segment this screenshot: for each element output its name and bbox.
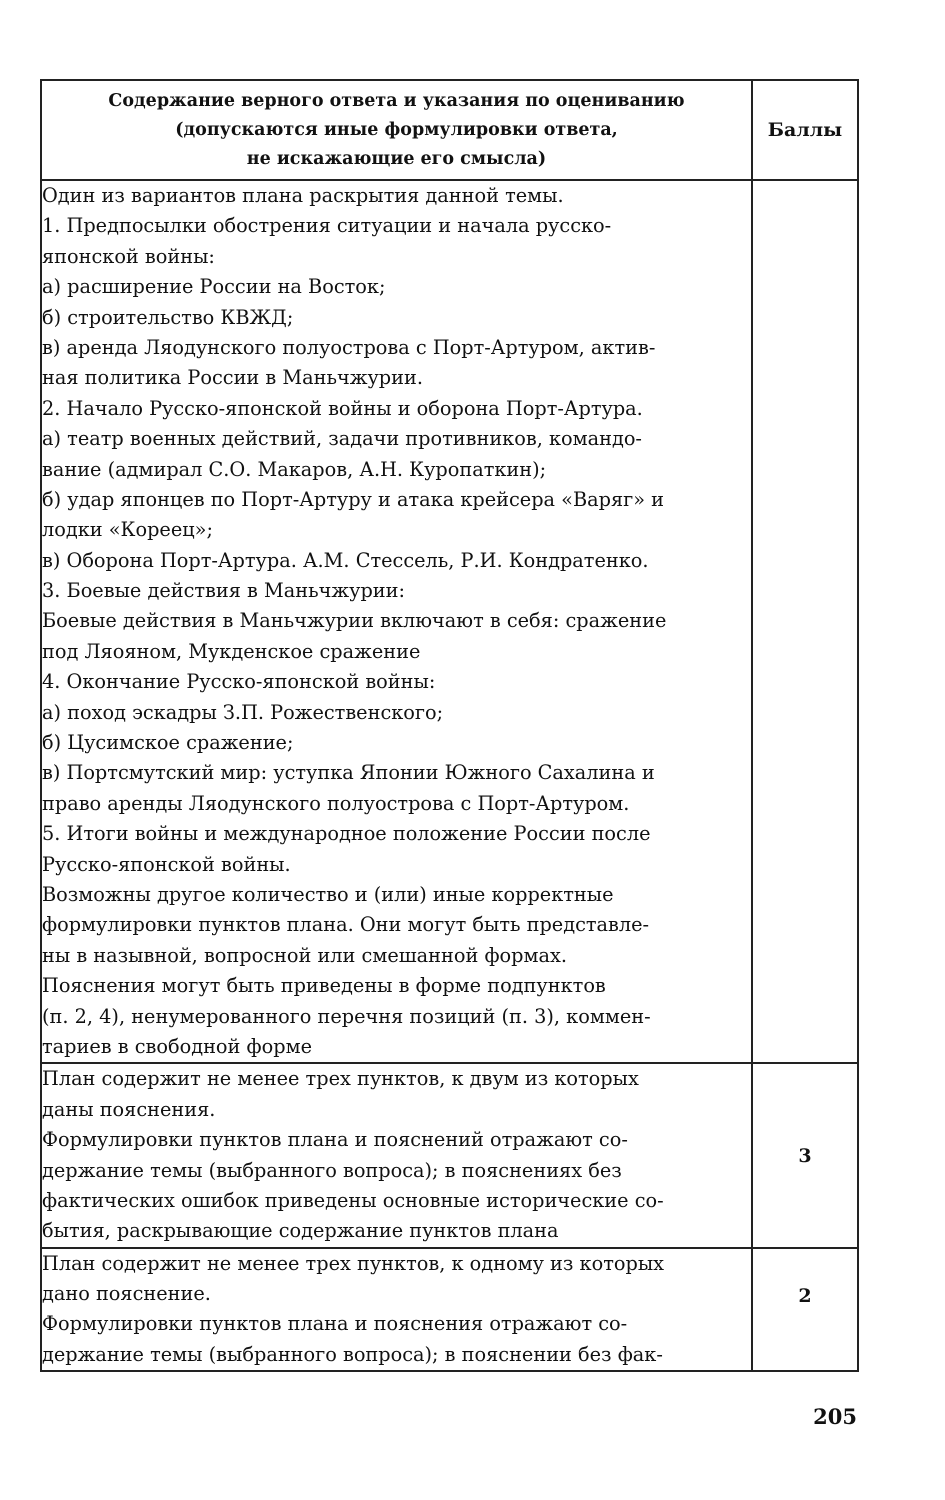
- text-line: План содержит не менее трех пунктов, к двум из которых: [42, 1067, 639, 1091]
- header-row: [41, 80, 858, 180]
- text-line: в) Портсмутский мир: уступка Японии Южного Сахалина и: [42, 761, 655, 785]
- text-line: лодки «Кореец»;: [42, 518, 213, 542]
- text-line: под Ляояном, Мукденское сражение: [42, 639, 421, 663]
- text-line: Формулировки пунктов плана и пояснения отражают со-: [42, 1312, 628, 1336]
- header-content-cell: [41, 80, 752, 180]
- text-line: Боевые действия в Маньчжурии включают в себя: сражение: [42, 609, 667, 633]
- text-line: даны пояснения.: [42, 1097, 216, 1121]
- text-line: ны в назывной, вопросной или смешанной формах.: [42, 943, 567, 967]
- header-line: (допускаются иные формулировки ответа,: [175, 119, 618, 140]
- text-line: Один из вариантов плана раскрытия данной темы.: [42, 184, 564, 207]
- criteria-3-content-cell: [41, 1063, 752, 1247]
- text-line: право аренды Ляодунского полуострова с Порт-Артуром.: [42, 791, 630, 815]
- plan-score-cell: [752, 180, 858, 1063]
- header-line: не искажающие его смысла): [246, 148, 547, 169]
- text-line: а) поход эскадры З.П. Рожественского;: [42, 700, 444, 724]
- text-line: б) строительство КВЖД;: [42, 305, 294, 329]
- criteria-2-content-cell: [41, 1248, 752, 1372]
- criteria-3-row: [41, 1063, 858, 1247]
- header-score-cell: Баллы: [752, 80, 858, 180]
- page-number: 205: [813, 1404, 857, 1429]
- text-line: ная политика России в Маньчжурии.: [42, 366, 423, 390]
- text-line: формулировки пунктов плана. Они могут быть представле-: [42, 913, 650, 937]
- text-line: План содержит не менее трех пунктов, к одному из которых: [42, 1251, 665, 1275]
- text-line: держание темы (выбранного вопроса); в пояснениях без: [42, 1158, 622, 1182]
- text-line: в) аренда Ляодунского полуострова с Порт-Артуром, актив-: [42, 335, 656, 359]
- criteria-3-score: 3: [752, 1063, 858, 1247]
- text-line: японской войны:: [42, 244, 215, 268]
- plan-row: [41, 180, 858, 1063]
- text-line: Пояснения могут быть приведены в форме подпунктов: [42, 974, 606, 998]
- text-line: 5. Итоги войны и международное положение России после: [42, 822, 651, 846]
- criteria-2-row: [41, 1248, 858, 1372]
- text-line: б) удар японцев по Порт-Артуру и атака крейсера «Варяг» и: [42, 487, 665, 511]
- text-line: вание (адмирал С.О. Макаров, А.Н. Куропаткин);: [42, 457, 547, 481]
- plan-content-cell: [41, 180, 752, 1063]
- text-line: б) Цусимское сражение;: [42, 731, 294, 755]
- text-line: а) театр военных действий, задачи противников, командо-: [42, 427, 642, 451]
- text-line: 3. Боевые действия в Маньчжурии:: [42, 579, 405, 603]
- text-line: Возможны другое количество и (или) иные корректные: [42, 882, 614, 906]
- header-line: Содержание верного ответа и указания по оцениванию: [108, 90, 685, 111]
- text-line: (п. 2, 4), ненумерованного перечня позиций (п. 3), коммен-: [42, 1004, 651, 1028]
- text-line: 2. Начало Русско-японской войны и оборона Порт-Артура.: [42, 396, 643, 420]
- text-line: 1. Предпосылки обострения ситуации и начала русско-: [42, 214, 612, 238]
- text-line: держание темы (выбранного вопроса); в пояснении без фак-: [42, 1342, 663, 1366]
- grading-table: [40, 79, 859, 1372]
- text-line: дано пояснение.: [42, 1282, 211, 1306]
- text-line: бытия, раскрывающие содержание пунктов плана: [42, 1219, 559, 1243]
- text-line: а) расширение России на Восток;: [42, 275, 386, 299]
- text-line: Русско-японской войны.: [42, 852, 291, 876]
- text-line: фактических ошибок приведены основные исторические со-: [42, 1188, 664, 1212]
- text-line: в) Оборона Порт-Артура. А.М. Стессель, Р.И. Кондратенко.: [42, 548, 649, 572]
- text-line: Формулировки пунктов плана и пояснений отражают со-: [42, 1128, 628, 1152]
- text-line: тариев в свободной форме: [42, 1034, 312, 1058]
- text-line: 4. Окончание Русско-японской войны:: [42, 670, 436, 694]
- criteria-2-score: 2: [752, 1248, 858, 1372]
